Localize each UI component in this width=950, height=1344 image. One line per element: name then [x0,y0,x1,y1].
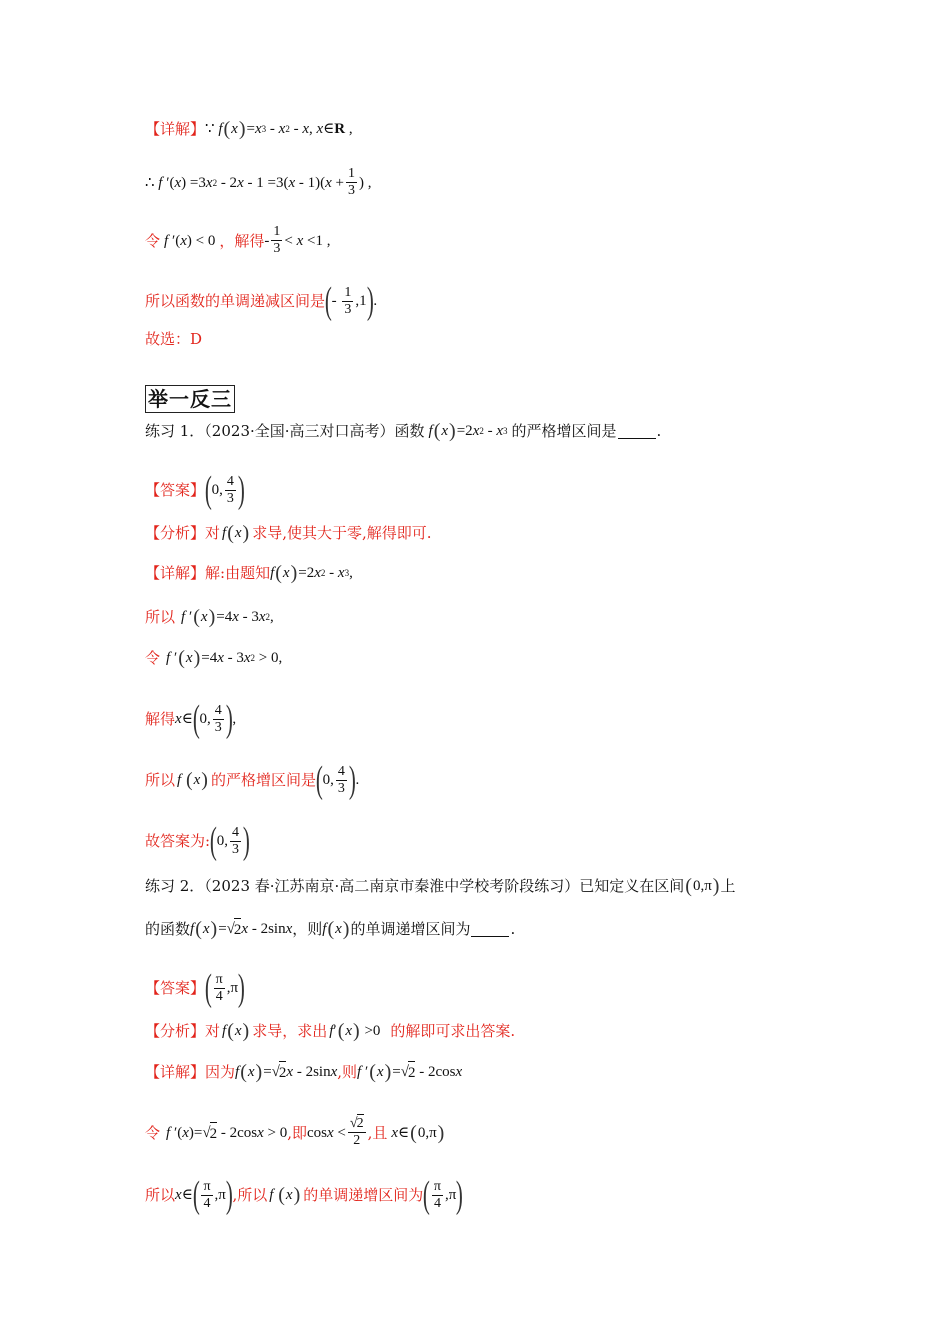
exercise-2-let: 令 f ′( x )=√ 2 - 2cos x > 0 ,即 cos x < $\frac{√2}{2}$ ,且 x ∈ ( 0,π ) [145,1116,445,1148]
math-given-function: ∵ f ( x ) = x 3 - x 2 - x , x ∈ R , [205,118,353,140]
exercise-1-derivative: 所以 f ′ ( x ) =4 x - 3 x 2 , [145,606,274,628]
exercise-1-question: 练习 1．（2023·全国·高三对口高考）函数 f ( x ) =2 x 2 - x 3 的严格增区间是 . [145,420,662,442]
exercise-1-final: 故答案为: ( 0, $\frac{4}{3}$ ) [145,820,250,862]
answer-blank [618,424,656,439]
math-derivative: ∴ f ′( x ) =3 x 2 - 2 x - 1 =3( x - 1)( x + $\frac{1}{3}$ ) , [145,166,372,198]
decreasing-interval-line: 所以函数的单调递减区间是 ( - $\frac{1}{3}$ ,1 ) . [145,280,378,322]
section-heading: 举一反三 [145,385,235,413]
exercise-2-question-line-2: 的函数 f ( x ) =√ 2 x - 2sin x ，则 f ( x ) 的单调递增区间为 . [145,918,516,940]
exercise-2-question-line-1: 练习 2．（2023 春·江苏南京·高二南京市秦淮中学校考阶段练习）已知定义在区间 ( 0,π ) 上 [145,875,736,897]
inequality-line: 令 f ′( x ) < 0 ，解得 - $\frac{1}{3}$ < x <1 , [145,224,331,256]
exercise-1-result: 所以 f ( x ) 的严格增区间是 ( 0, $\frac{4}{3}$ ) . [145,759,360,801]
exercise-2-result: 所以 x ∈ ( $\frac{\pi}{4}$ ,π ) ,所以 f ( x ) 的单调递增区间为 ( $\frac{\pi}{4}$ ,π ) [145,1174,464,1216]
exercise-1-answer: 【答案】 ( 0, $\frac{4}{3}$ ) [145,469,245,511]
detail-tag: 【详解】 [145,120,206,138]
exercise-1-analysis: 【分析】 对 f ( x ) 求导,使其大于零,解得即可. [145,522,432,544]
detail-line-1 [145,119,850,139]
exercise-1-detail: 【详解】 解:由题知 f ( x ) =2 x 2 - x 3 , [145,562,353,584]
exercise-2-analysis: 【分析】 对 f ( x ) 求导，求出 f ′ ( x ) >0 的解即可求出答案. [145,1020,516,1042]
exercise-1-solve: 解得 x ∈ ( 0, $\frac{4}{3}$ ) , [145,698,237,740]
choice-line: 故选：D [145,330,203,348]
answer-blank [471,922,509,937]
exercise-1-let: 令 f ′ ( x ) =4 x - 3 x 2 > 0, [145,647,283,669]
exercise-2-answer: 【答案】 ( $\frac{\pi}{4}$ ,π ) [145,967,245,1009]
exercise-2-detail: 【详解】 因为 f ( x ) =√ 2 x - 2sin x ,则 f ′ ( x ) =√ 2 - 2cos x [145,1061,463,1083]
derivative-line [145,166,850,199]
